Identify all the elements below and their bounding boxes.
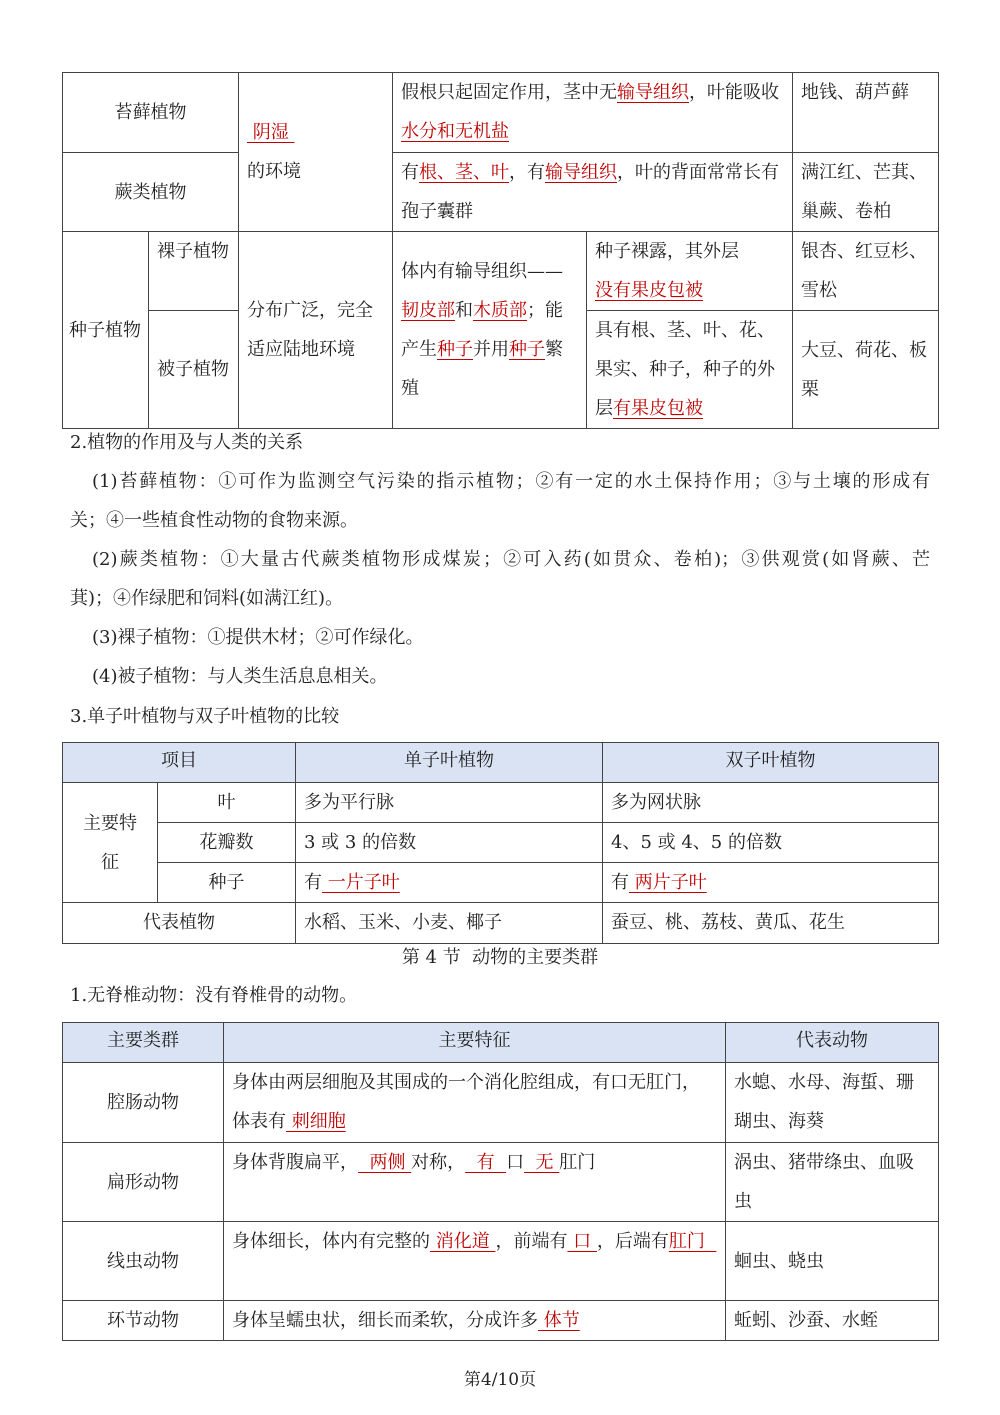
env-text: 的环境	[247, 161, 301, 182]
paragraph: (4)被子植物：与人类生活息息相关。	[92, 666, 388, 687]
text-run: 种子裸露，其外层	[595, 241, 739, 262]
section-title: 第 4 节 动物的主要类群	[401, 947, 599, 968]
answer-text: 没有果皮包被	[595, 280, 703, 301]
moss-fern-environment	[239, 73, 393, 232]
text-run: ，叶能吸收	[689, 82, 779, 103]
text-run: 身体呈蠕虫状，细长而柔软，分成许多	[232, 1310, 538, 1331]
header-features: 主要特征	[224, 1023, 726, 1063]
angio-examples: 大豆、荷花、板栗	[793, 311, 939, 429]
seed-common-features	[393, 232, 587, 429]
answer-text: 无	[524, 1152, 560, 1173]
text-run: 对称，	[411, 1152, 466, 1173]
answer-text: 水分和无机盐	[401, 121, 509, 142]
section-heading: 1.无脊椎动物：没有脊椎骨的动物。	[70, 985, 358, 1006]
row-item: 花瓣数	[158, 823, 296, 863]
gymno-examples: 银杏、红豆杉、雪松	[793, 232, 939, 311]
text-run: 假根只起固定作用，茎中无	[401, 82, 617, 103]
text-run: 多为网状脉	[611, 792, 701, 813]
row-item: 种子	[158, 863, 296, 903]
section-heading: 2.植物的作用及与人类的关系	[70, 432, 304, 453]
moss-examples: 地钱、葫芦藓	[793, 73, 939, 153]
fern-name: 蕨类植物	[63, 153, 239, 232]
answer-text: 消化道	[430, 1231, 496, 1252]
text-run: 身体背腹扁平，	[232, 1152, 358, 1173]
gymno-name: 裸子植物	[149, 232, 239, 311]
dicot-cell	[603, 783, 939, 823]
answer-text: 阴湿	[247, 122, 295, 143]
text-run: 身体由两层细胞及其围成的一个消化腔组成，有口无肛门，体表有	[232, 1072, 700, 1132]
plant-groups-table	[62, 72, 939, 429]
text-run: 繁殖	[401, 339, 563, 399]
answer-text: 有果皮包被	[613, 398, 703, 419]
examples-cell: 蛔虫、蛲虫	[726, 1222, 939, 1301]
answer-text: 体节	[538, 1310, 580, 1331]
monocot-cell	[296, 863, 603, 903]
group-main-features: 主要特征	[63, 783, 158, 903]
answer-text: 有	[465, 1152, 507, 1173]
seed-plants-name: 种子植物	[63, 232, 149, 429]
answer-text: 两侧	[358, 1152, 412, 1173]
moss-features	[393, 73, 793, 153]
row-item: 叶	[158, 783, 296, 823]
text-run: 和	[455, 300, 473, 321]
invertebrate-table	[62, 1022, 939, 1341]
header-item: 项目	[63, 743, 296, 783]
text-run: ；能产生	[401, 300, 563, 360]
text-run: 并用	[473, 339, 509, 360]
answer-text: 刺细胞	[286, 1111, 346, 1132]
monocot-dicot-table	[62, 742, 939, 944]
paragraph: (2)蕨类植物：①大量古代蕨类植物形成煤炭；②可入药(如贯众、卷柏)；③供观赏(如肾蕨、芒	[92, 549, 930, 570]
answer-text: 肛门	[668, 1231, 717, 1252]
group-name: 扁形动物	[63, 1143, 224, 1222]
rep-dicot: 蚕豆、桃、荔枝、黄瓜、花生	[603, 903, 939, 944]
monocot-cell	[296, 823, 603, 863]
dicot-cell	[603, 823, 939, 863]
seed-environment: 分布广泛，完全适应陆地环境	[239, 232, 393, 429]
text-run: 口	[506, 1152, 525, 1173]
rep-label: 代表植物	[63, 903, 296, 944]
text-run: 4、5 或 4、5 的倍数	[611, 832, 782, 853]
answer-text: 输导组织	[545, 162, 617, 183]
features-cell	[224, 1143, 726, 1222]
group-name: 腔肠动物	[63, 1063, 224, 1143]
group-name: 环节动物	[63, 1301, 224, 1341]
angio-name: 被子植物	[149, 311, 239, 429]
fern-features	[393, 153, 793, 232]
text-run: ，叶的背面常常长有孢子囊群	[401, 162, 779, 222]
header-group: 主要类群	[63, 1023, 224, 1063]
answer-text: 口	[567, 1231, 597, 1252]
answer-text: 一片子叶	[322, 872, 400, 893]
gymno-features	[587, 232, 793, 311]
features-cell	[224, 1222, 726, 1301]
answer-text: 韧皮部	[401, 300, 455, 321]
text-run: 多为平行脉	[304, 792, 394, 813]
page-number: 第4/10页	[463, 1370, 537, 1390]
paragraph: 关；④一些植食性动物的食物来源。	[70, 510, 358, 531]
section-heading: 3.单子叶植物与双子叶植物的比较	[70, 706, 340, 727]
paragraph: (3)裸子植物：①提供木材；②可作绿化。	[92, 627, 424, 648]
answer-text: 种子	[437, 339, 473, 360]
features-cell	[224, 1301, 726, 1341]
header-examples: 代表动物	[726, 1023, 939, 1063]
answer-text: 两片子叶	[629, 872, 707, 893]
answer-text: 种子	[509, 339, 545, 360]
answer-text: 木质部	[473, 300, 527, 321]
answer-text: 根、茎、叶	[419, 162, 509, 183]
paragraph: 萁)；④作绿肥和饲料(如满江红)。	[70, 588, 344, 609]
text-run: ，后端有	[596, 1231, 669, 1252]
text-run: 肛门	[559, 1152, 596, 1173]
header-dicot: 双子叶植物	[603, 743, 939, 783]
fern-examples: 满江红、芒萁、巢蕨、卷柏	[793, 153, 939, 232]
examples-cell: 水螅、水母、海蜇、珊瑚虫、海葵	[726, 1063, 939, 1143]
text-run: 有	[401, 162, 419, 183]
text-run: 3 或 3 的倍数	[304, 832, 417, 853]
text-run: 身体细长，体内有完整的	[232, 1231, 430, 1252]
moss-name: 苔藓植物	[63, 73, 239, 153]
text-run: 具有根、茎、叶、花、果实、种子，种子的外层	[595, 320, 775, 419]
features-cell	[224, 1063, 726, 1143]
examples-cell: 涡虫、猪带绦虫、血吸虫	[726, 1143, 939, 1222]
header-monocot: 单子叶植物	[296, 743, 603, 783]
rep-monocot: 水稻、玉米、小麦、椰子	[296, 903, 603, 944]
answer-text: 输导组织	[617, 82, 689, 103]
paragraph: (1)苔藓植物：①可作为监测空气污染的指示植物；②有一定的水土保持作用；③与土壤的形成有	[92, 471, 930, 492]
examples-cell: 蚯蚓、沙蚕、水蛭	[726, 1301, 939, 1341]
text-run: ，前端有	[495, 1231, 568, 1252]
text-run: 有	[304, 872, 322, 893]
text-run: 体内有输导组织——	[401, 261, 563, 282]
text-run: 有	[611, 872, 629, 893]
group-name: 线虫动物	[63, 1222, 224, 1301]
angio-features	[587, 311, 793, 429]
text-run: ，有	[509, 162, 545, 183]
monocot-cell	[296, 783, 603, 823]
dicot-cell	[603, 863, 939, 903]
